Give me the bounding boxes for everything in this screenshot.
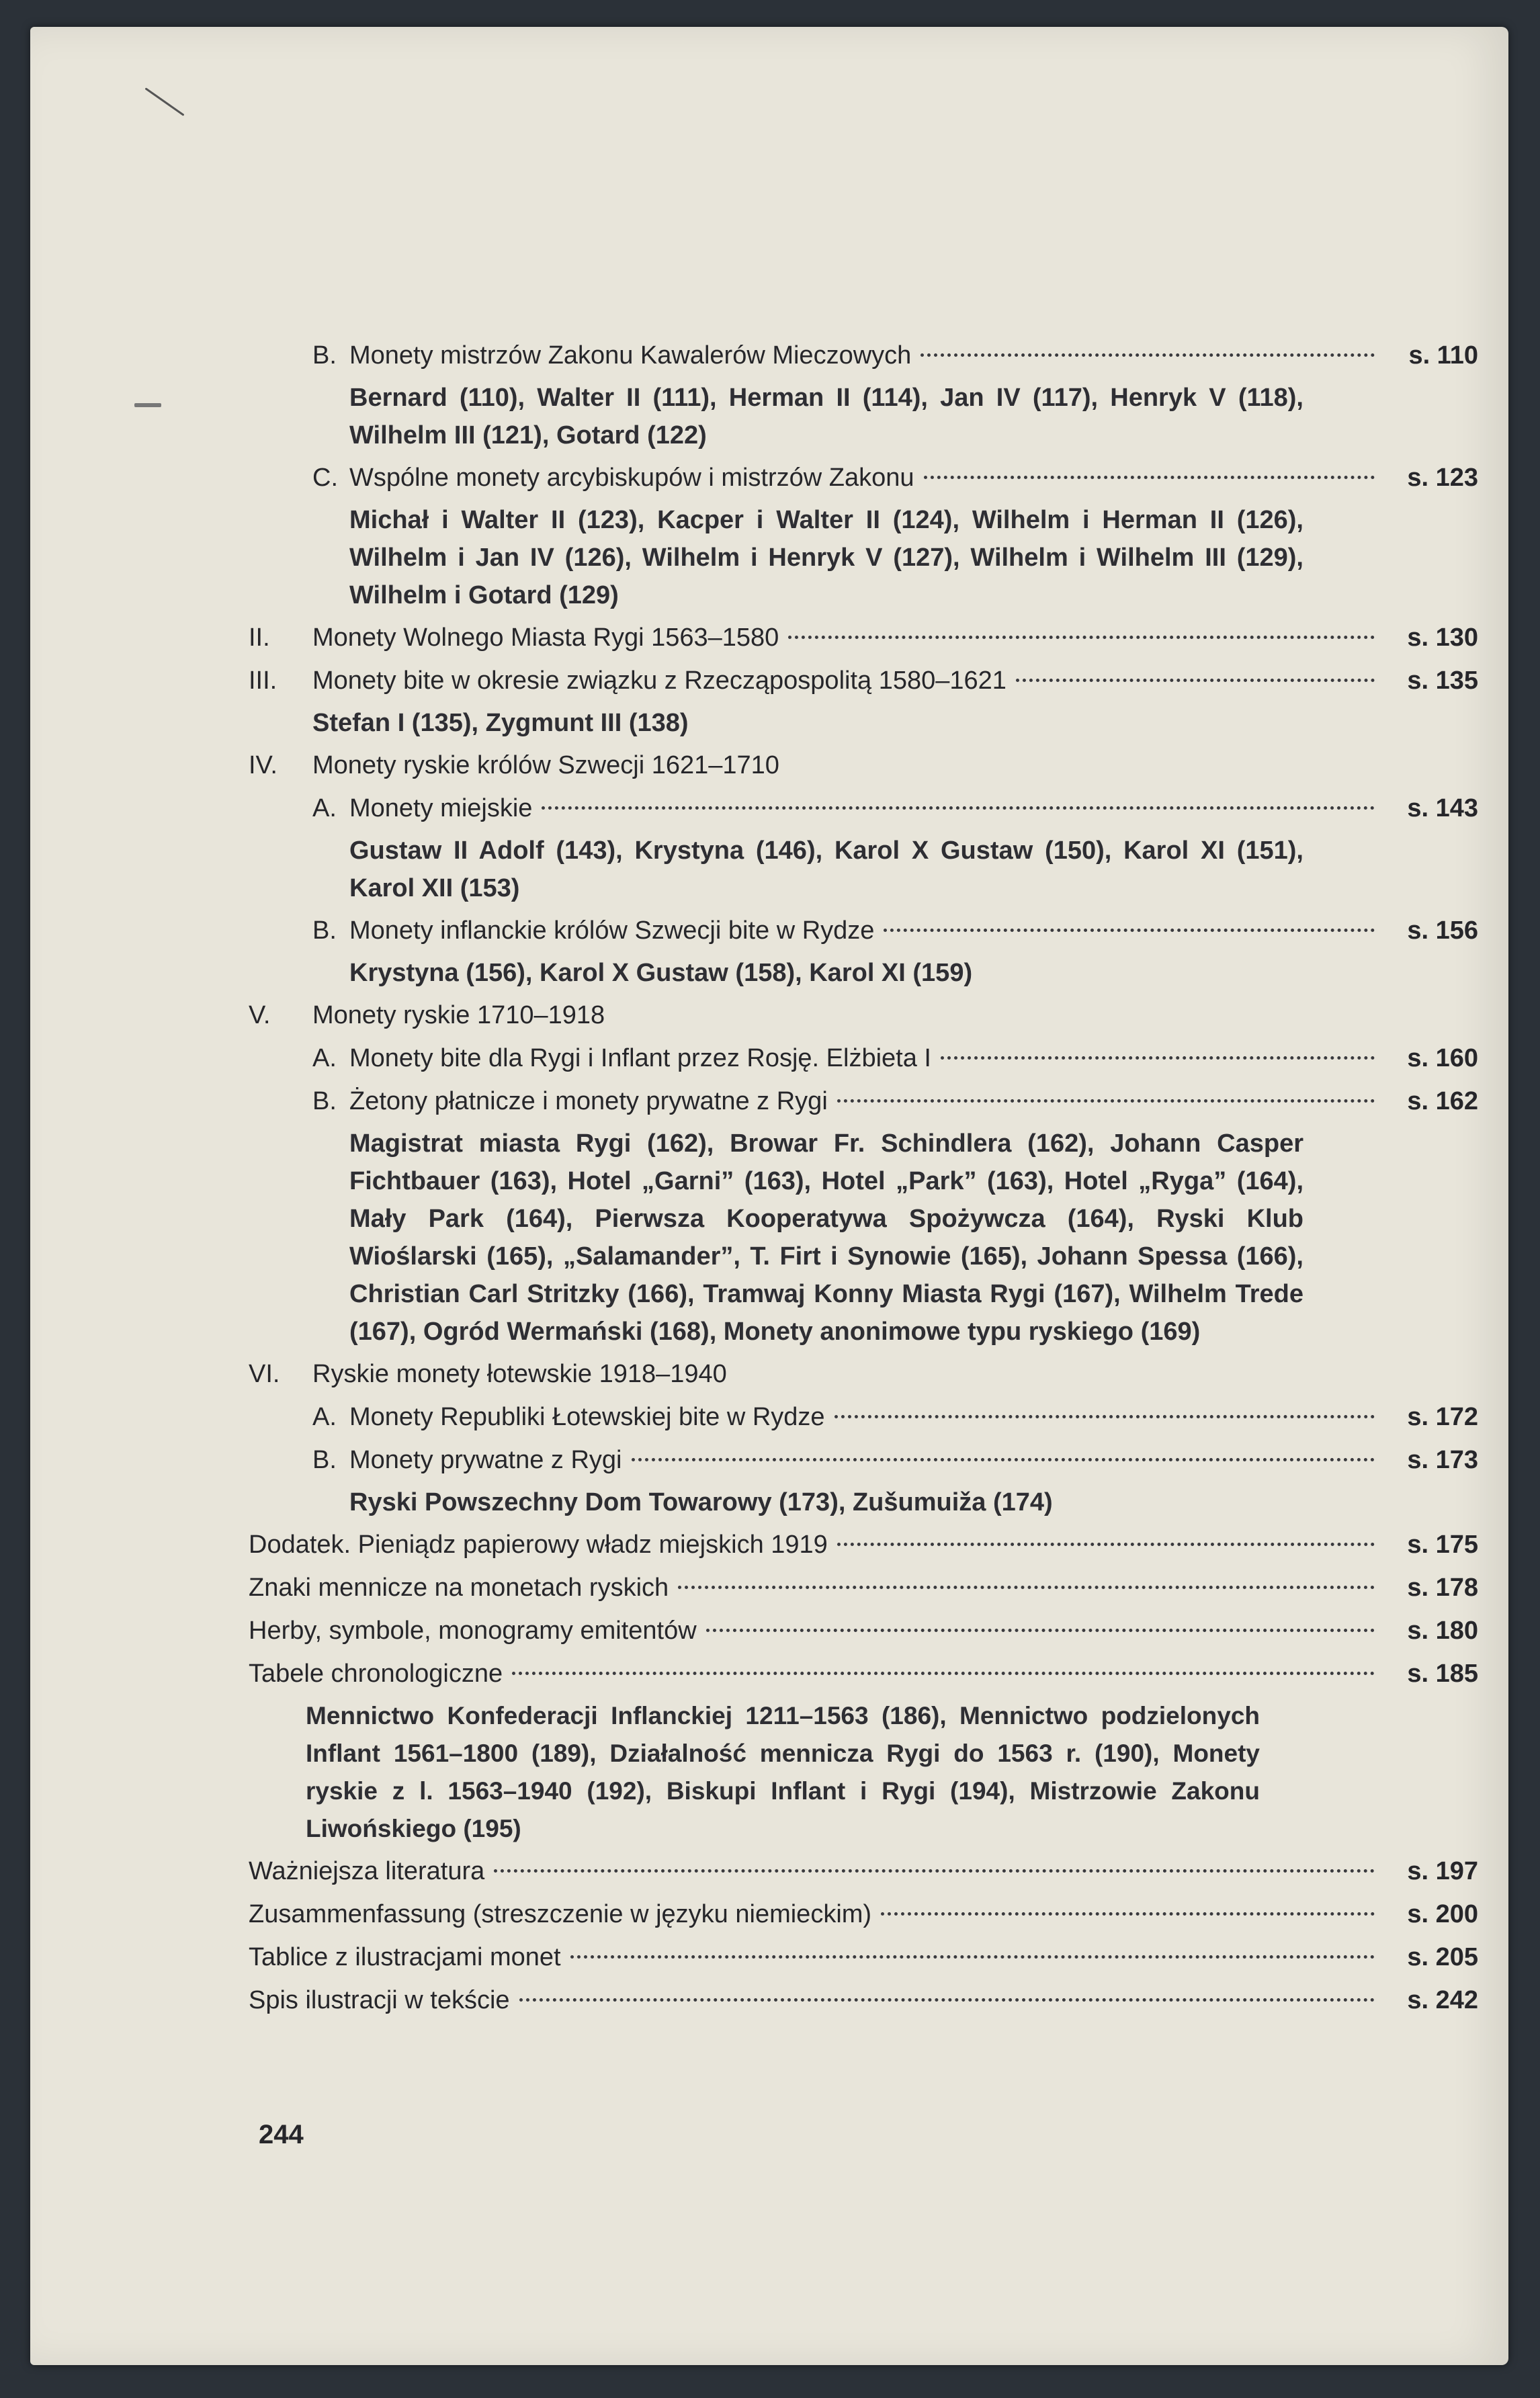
toc-entry-page: s. 180 [1407,1617,1478,1645]
toc-entry-title: Monety bite dla Rygi i Inflant przez Rosję. Elżbieta I [349,1044,931,1072]
toc-entry-title: Monety inflanckie królów Szwecji bite w Rydze [349,916,875,945]
toc-entry [312,458,1478,497]
dot-leader [837,1099,1375,1103]
dot-leader [837,1542,1375,1546]
toc-entry-title: Tabele chronologiczne [249,1660,503,1688]
toc-entry-number: II. [249,624,270,652]
toc-entry-title: Ryskie monety łotewskie 1918–1940 [312,1360,727,1388]
dot-leader [921,353,1375,357]
toc-entry-title: Wspólne monety arcybiskupów i mistrzów Zakonu [349,464,914,492]
toc-entry-subitems: Ryski Powszechny Dom Towarowy (173), Zušumuiža (174) [349,1488,1053,1516]
toc-entry-subitems: Bernard (110), Walter II (111), Herman II (114), Jan IV (117), Henryk V (118), Wilhelm III (121), Gotard (122) [349,384,1303,449]
toc-entry [312,1398,1478,1437]
toc-entry-page: s. 175 [1407,1531,1478,1559]
dot-leader [788,635,1375,639]
toc-entry-number: V. [249,1001,271,1029]
toc-entry [312,1082,1478,1121]
toc-entry [249,1355,1478,1394]
pencil-mark [134,403,161,407]
toc-entry-page: s. 242 [1407,1986,1478,2014]
toc-entry-title: Monety prywatne z Rygi [349,1446,622,1474]
toc-entry [249,1895,1478,1934]
toc-entry-page: s. 162 [1407,1087,1478,1115]
toc-entry [312,336,1478,375]
toc-entry-page: s. 160 [1407,1044,1478,1072]
toc-entry [249,1852,1478,1891]
dot-leader [512,1671,1375,1675]
pencil-mark [144,87,184,116]
toc-entry-title: Monety mistrzów Zakonu Kawalerów Mieczowych [349,341,912,370]
toc-entry-page: s. 172 [1407,1403,1478,1431]
toc-entry [249,1981,1478,2020]
toc-entry [249,1654,1478,1693]
toc-entry-title: Żetony płatnicze i monety prywatne z Rygi [349,1087,828,1115]
dot-leader [884,928,1375,932]
toc-entry-title: Zusammenfassung (streszczenie w języku niemieckim) [249,1900,872,1928]
dot-leader [632,1457,1375,1461]
toc-entry-page: s. 130 [1407,624,1478,652]
toc-entry-title: Ważniejsza literatura [249,1857,485,1885]
toc-entry-number: C. [312,464,338,492]
toc-entry-subitems: Gustaw II Adolf (143), Krystyna (146), Karol X Gustaw (150), Karol XI (151), Karol XII (153) [349,837,1303,902]
toc-entry-subitems: Krystyna (156), Karol X Gustaw (158), Karol XI (159) [349,959,973,987]
toc-entry-number: A. [312,1403,337,1431]
toc-entry-title: Spis ilustracji w tekście [249,1986,510,2014]
toc-entry-title: Znaki mennicze na monetach ryskich [249,1574,669,1602]
toc-entry [312,1441,1478,1480]
toc-entry [249,618,1478,657]
toc-entry-title: Herby, symbole, monogramy emitentów [249,1617,697,1645]
toc-entry-number: B. [312,1446,337,1474]
toc-entry-number: IV. [249,751,277,779]
dot-leader [678,1585,1375,1589]
toc-entry-page: s. 205 [1407,1943,1478,1971]
toc-entry-subitems: Michał i Walter II (123), Kacper i Walter II (124), Wilhelm i Herman II (126), Wilhelm i Jan IV (126), Wilhelm i Henryk V (127), Wilhelm i Wilhelm III (129), Wilhelm i Gotard (129) [349,506,1303,609]
toc-entry [249,1568,1478,1607]
toc-entry-page: s. 197 [1407,1857,1478,1885]
toc-entry-page: s. 123 [1407,464,1478,492]
toc-entry [249,1938,1478,1977]
dot-leader [881,1912,1375,1916]
toc-entry [312,911,1478,950]
toc-entry-subitems: Stefan I (135), Zygmunt III (138) [312,709,689,737]
toc-entry-page: s. 156 [1407,916,1478,945]
toc-entry-page: s. 135 [1407,667,1478,695]
toc-entry-page: s. 143 [1407,794,1478,822]
dot-leader [941,1056,1375,1060]
book-page [30,27,1508,2365]
toc-entry [312,789,1478,828]
toc-entry [249,1611,1478,1650]
toc-entry [312,1039,1478,1078]
toc-entry-page: s. 200 [1407,1900,1478,1928]
toc-entry-page: s. 173 [1407,1446,1478,1474]
toc-entry [249,1525,1478,1564]
toc-entry [249,746,1478,785]
toc-entry-number: B. [312,1087,337,1115]
dot-leader [1016,678,1375,682]
toc-entry-title: Monety Wolnego Miasta Rygi 1563–1580 [312,624,779,652]
toc-entry [249,661,1478,700]
toc-entry-title: Monety ryskie królów Szwecji 1621–1710 [312,751,779,779]
dot-leader [570,1955,1375,1959]
table-of-contents [249,336,1478,2024]
dot-leader [494,1869,1375,1873]
toc-entry-number: B. [312,916,337,945]
toc-entry-title: Monety bite w okresie związku z Rzecząpospolitą 1580–1621 [312,667,1007,695]
toc-entry-title: Monety ryskie 1710–1918 [312,1001,605,1029]
dot-leader [835,1414,1375,1418]
toc-entry-title: Dodatek. Pieniądz papierowy władz miejskich 1919 [249,1531,828,1559]
page-number: 244 [259,2120,304,2149]
dot-leader [706,1628,1375,1632]
toc-entry-page: s. 178 [1407,1574,1478,1602]
dot-leader [542,806,1375,810]
dot-leader [519,1998,1375,2002]
toc-entry-number: VI. [249,1360,280,1388]
toc-entry-subitems: Magistrat miasta Rygi (162), Browar Fr. Schindlera (162), Johann Casper Fichtbauer (163), Hotel „Garni” (163), Hotel „Park” (163), Hotel „Ryga” (164), Mały Park (164), Pierwsza Kooperatywa Spożywcza (164), Ryski Klub Wioślarski (165), „Salamander”, T. Firt i Synowie (165), Johann Spessa (166), Christian Carl Stritzky (166), Tramwaj Konny Miasta Rygi (167), Wilhelm Trede (167), Ogród Wermański (168), Monety anonimowe typu ryskiego (169) [349,1129,1303,1346]
toc-entry-page: s. 185 [1407,1660,1478,1688]
toc-entry-number: III. [249,667,277,695]
toc-entry-page: s. 110 [1408,341,1478,370]
dot-leader [924,475,1375,479]
toc-entry-title: Monety Republiki Łotewskiej bite w Rydze [349,1403,825,1431]
toc-entry-title: Monety miejskie [349,794,533,822]
toc-entry-subitems: Mennictwo Konfederacji Inflanckiej 1211–1563 (186), Mennictwo podzielonych Inflant 1561–1800 (189), Działalność mennicza Rygi do 1563 r. (190), Monety ryskie z l. 1563–1940 (192), Biskupi Inflant i Rygi (194), Mistrzowie Zakonu Liwońskiego (195) [306,1702,1260,1842]
toc-entry-title: Tablice z ilustracjami monet [249,1943,561,1971]
toc-entry [249,996,1478,1035]
toc-entry-number: A. [312,1044,337,1072]
toc-entry-number: A. [312,794,337,822]
toc-entry-number: B. [312,341,337,370]
